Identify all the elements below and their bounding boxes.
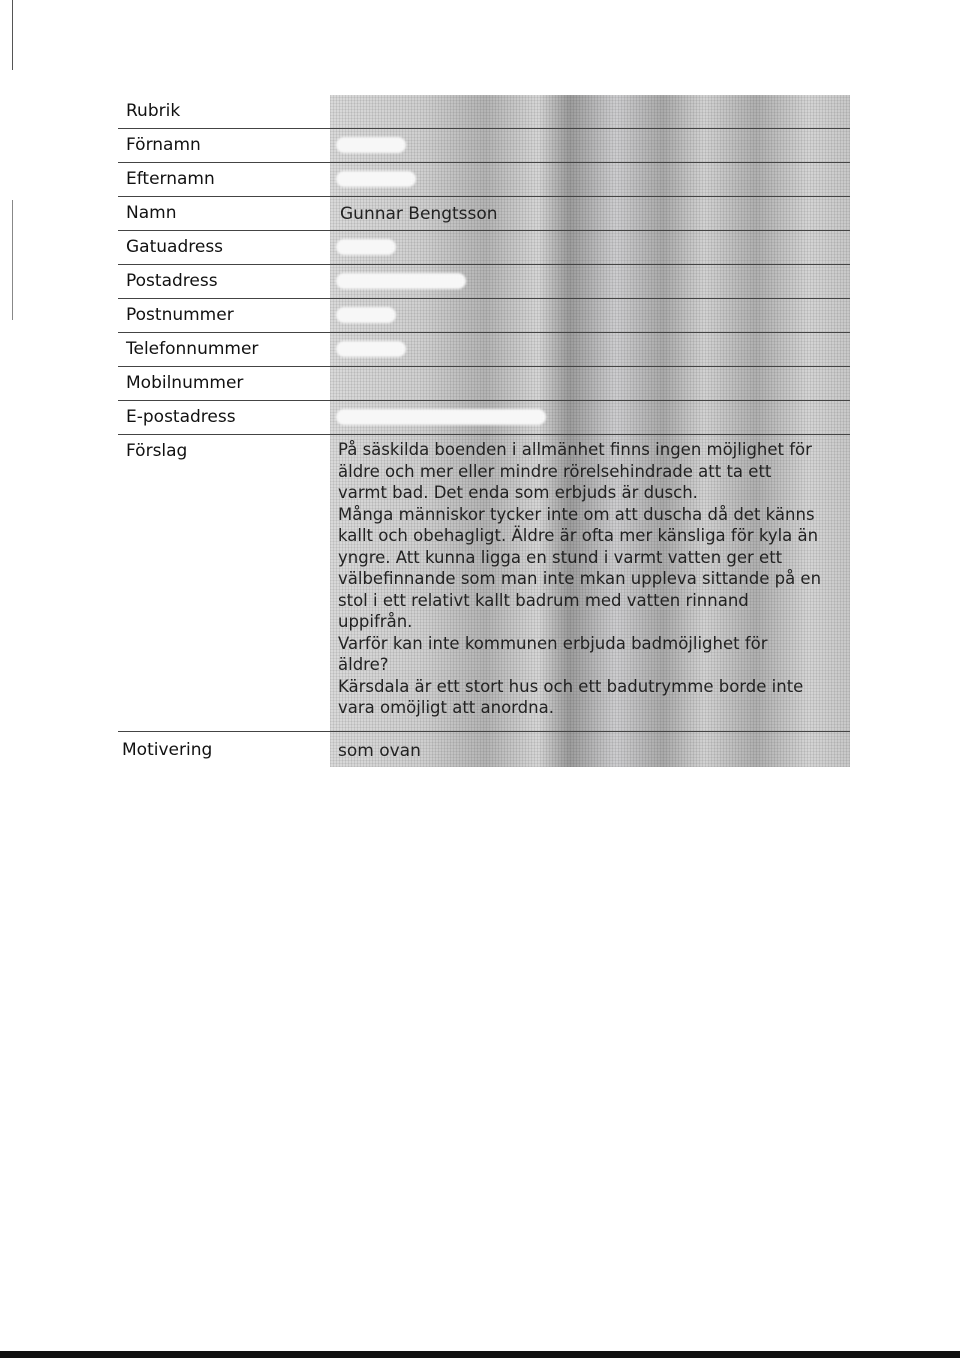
form-row-postadress	[118, 265, 850, 299]
scan-edge-line	[12, 0, 13, 70]
form-row-epostadress	[118, 401, 850, 435]
field-label: E-postadress	[126, 407, 236, 427]
redaction-mark	[336, 273, 466, 289]
field-value	[330, 401, 850, 434]
field-label: Gatuadress	[126, 237, 224, 257]
field-label: Efternamn	[126, 169, 215, 189]
field-value	[330, 333, 850, 366]
field-value	[330, 231, 850, 264]
redaction-mark	[336, 409, 546, 425]
field-label: Postnummer	[126, 305, 234, 325]
field-label: Telefonnummer	[126, 339, 259, 359]
field-label: Förslag	[126, 441, 188, 461]
text-line: uppifrån.	[338, 612, 413, 631]
field-label: Namn	[126, 203, 177, 223]
text-line: vara omöjligt att anordna.	[338, 698, 554, 717]
form-row-postnummer	[118, 299, 850, 333]
form-row-gatuadress	[118, 231, 850, 265]
field-label: Mobilnummer	[126, 373, 244, 393]
field-label: Förnamn	[126, 135, 201, 155]
text-line: välbefinnande som man inte mkan uppleva sittande på en	[338, 569, 822, 588]
form-row-namn	[118, 197, 850, 231]
field-label: Rubrik	[126, 101, 181, 121]
text-line: Varför kan inte kommunen erbjuda badmöjlighet för	[338, 633, 768, 653]
motivation-value: som ovan	[338, 741, 421, 761]
field-label: Postadress	[126, 271, 218, 291]
field-value	[330, 163, 850, 196]
name-value: Gunnar Bengtsson	[340, 204, 498, 224]
field-value	[330, 299, 850, 332]
text-line: varmt bad. Det enda som erbjuds är dusch.	[338, 483, 698, 502]
field-label: Motivering	[122, 740, 213, 760]
field-value	[330, 367, 850, 400]
form-row-motivering	[118, 732, 850, 767]
proposal-form	[118, 95, 850, 767]
scan-edge-line	[12, 200, 13, 320]
form-row-fornamn	[118, 129, 850, 163]
field-value	[330, 129, 850, 162]
scan-bottom-edge	[0, 1351, 960, 1358]
proposal-text	[338, 439, 842, 719]
field-value	[330, 435, 850, 731]
redaction-mark	[336, 307, 396, 323]
field-value	[330, 197, 850, 230]
field-value	[330, 95, 850, 128]
text-line: Kärsdala är ett stort hus och ett badutrymme borde inte	[338, 676, 804, 696]
form-row-efternamn	[118, 163, 850, 197]
text-line: äldre och mer eller mindre rörelsehindrade att ta ett	[338, 461, 772, 481]
text-line: kallt och obehagligt. Äldre är ofta mer känsliga för kyla än	[338, 526, 819, 545]
redaction-mark	[336, 341, 406, 357]
redaction-mark	[336, 171, 416, 187]
form-row-mobilnummer	[118, 367, 850, 401]
text-line: stol i ett relativt kallt badrum med vatten rinnand	[338, 590, 749, 610]
form-row-forslag	[118, 435, 850, 732]
text-line: På säskilda boenden i allmänhet finns ingen möjlighet för	[338, 440, 812, 459]
text-line: yngre. Att kunna ligga en stund i varmt vatten ger ett	[338, 547, 783, 567]
field-value	[330, 265, 850, 298]
form-row-rubrik	[118, 95, 850, 129]
text-line: äldre?	[338, 655, 389, 674]
form-row-telefonnummer	[118, 333, 850, 367]
redaction-mark	[336, 239, 396, 255]
redaction-mark	[336, 137, 406, 153]
text-line: Många människor tycker inte om att duscha då det känns	[338, 504, 815, 524]
field-value	[330, 732, 850, 767]
